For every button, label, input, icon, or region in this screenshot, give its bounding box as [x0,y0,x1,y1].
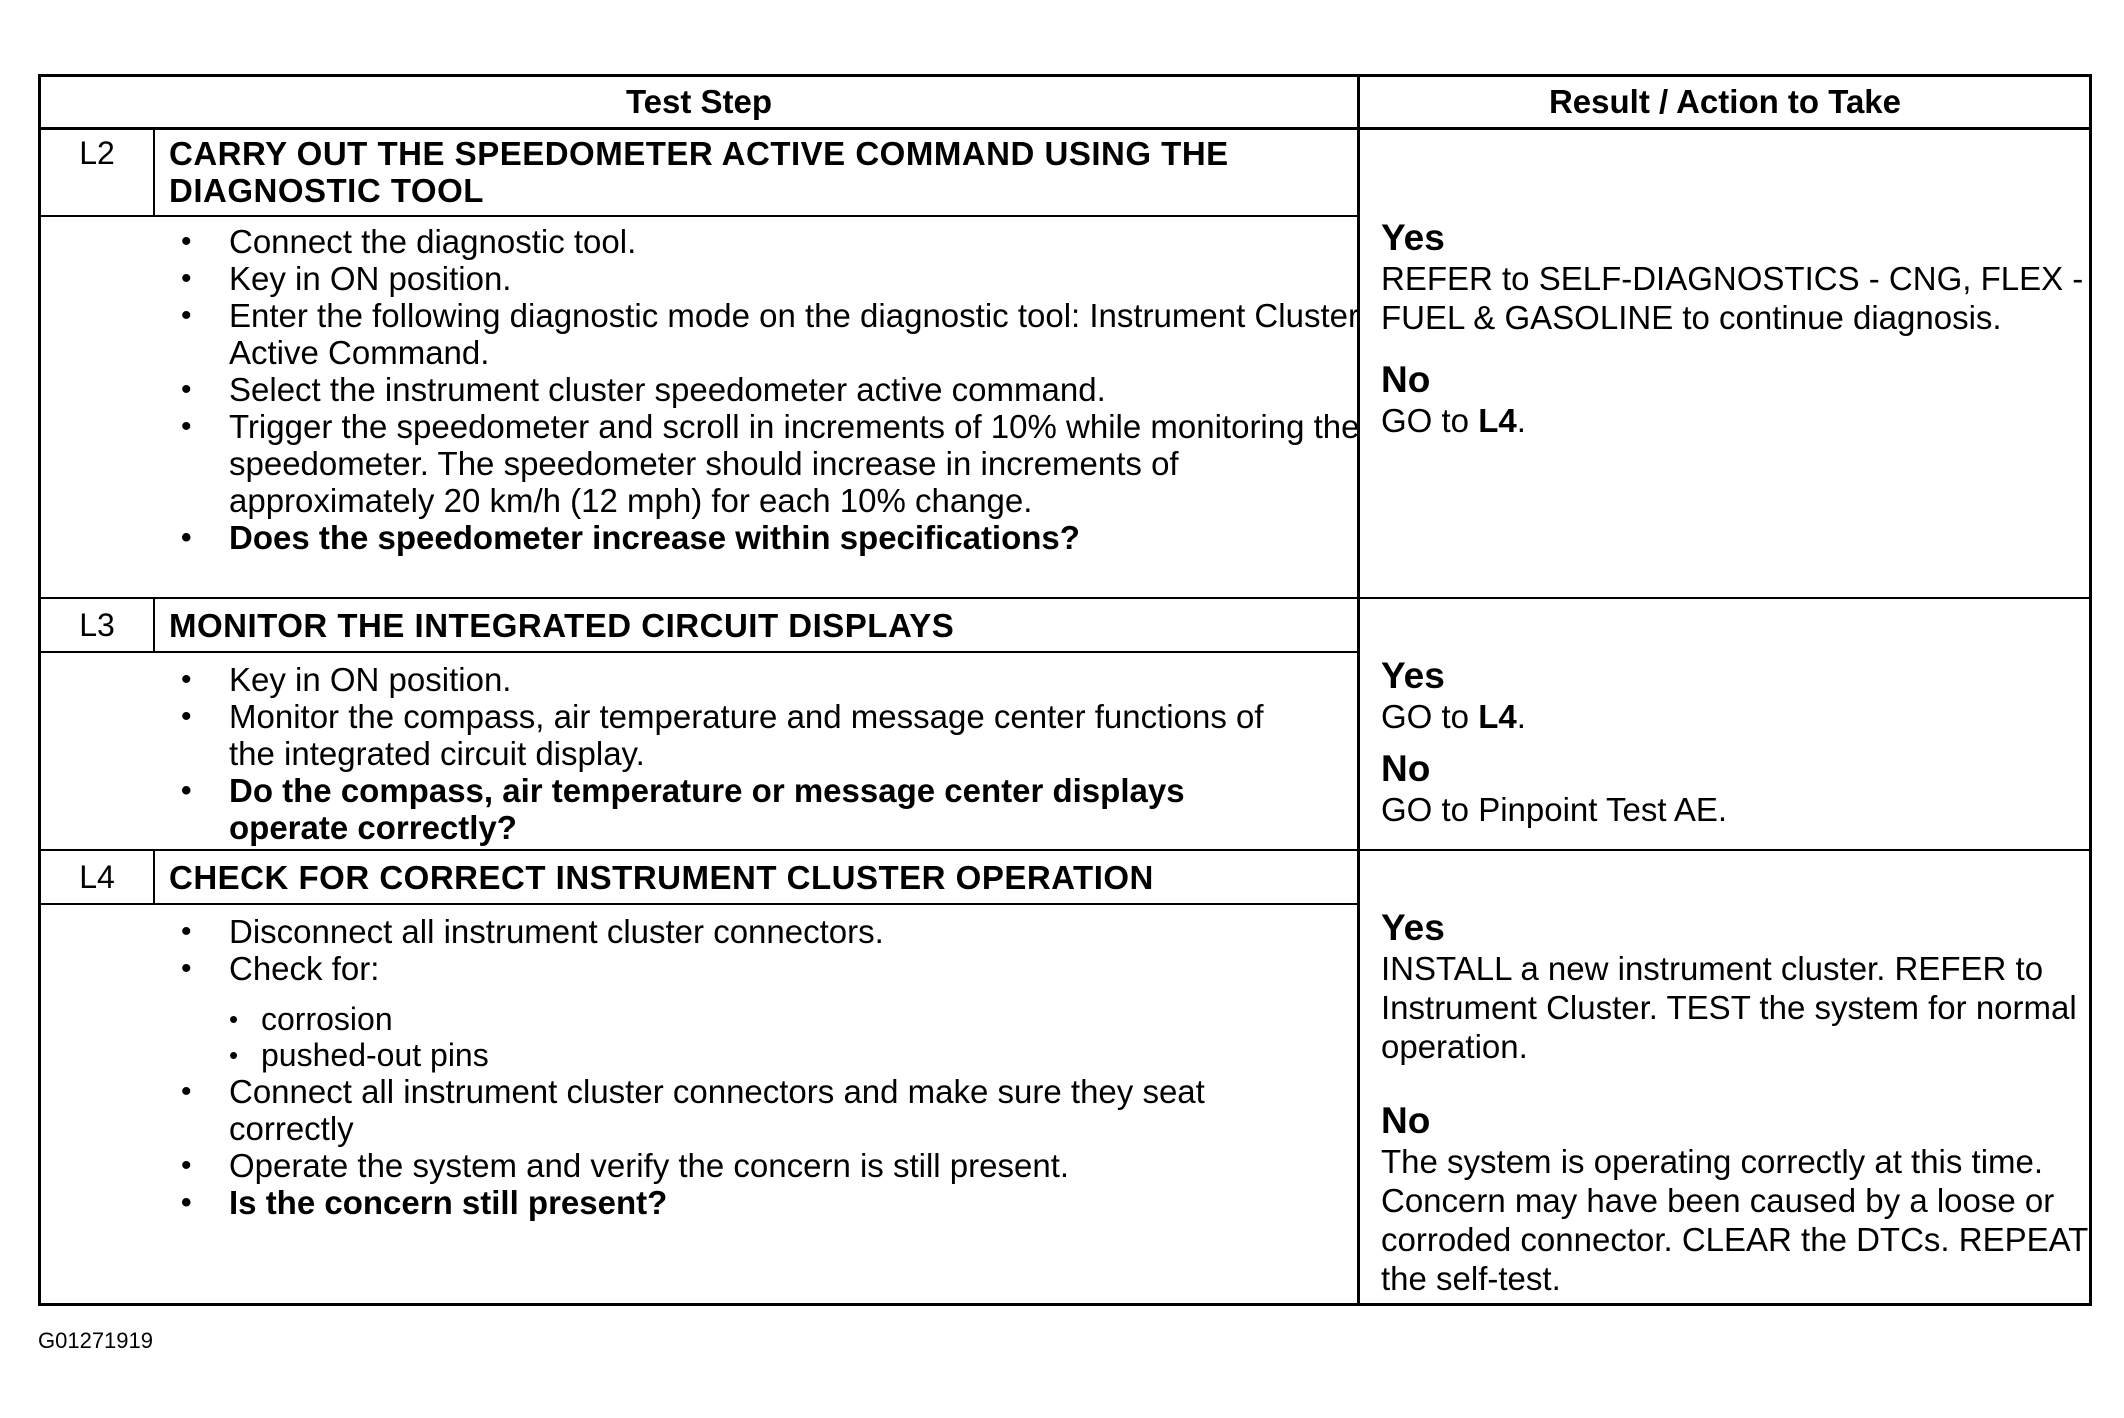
step-id-l2: L2 [79,135,115,171]
step-title-l2: CARRY OUT THE SPEEDOMETER ACTIVE COMMAND USING THE DIAGNOSTIC TOOL [169,135,1229,209]
no-label: No [1381,359,1431,400]
test-step-table [38,74,2092,1306]
bullet-item: • Connect all instrument cluster connectors and make sure they seat correctly [169,1073,1309,1147]
no-action: GO to Pinpoint Test AE. [1381,791,1728,828]
bullet-item: • Key in ON position. [169,661,1369,698]
step-id-l3: L3 [79,607,115,643]
step-bullets-l4 [169,913,1369,1221]
step-title-l3: MONITOR THE INTEGRATED CIRCUIT DISPLAYS [169,607,955,644]
bullet-item: • Key in ON position. [169,260,1369,297]
no-label: No [1381,748,1431,789]
bullet-question: • Do the compass, air temperature or message center displays operate correctly? [169,772,1309,846]
result-l2 [1381,217,2091,440]
bullet-question: • Is the concern still present? [169,1184,1369,1221]
bullet-item: • Connect the diagnostic tool. [169,223,1369,260]
l4-start-rule [41,849,2089,851]
l3-title-rule [41,651,1357,653]
step-bullets-l2 [169,223,1369,556]
step-reference: L4 [1478,402,1517,439]
header-rule [41,127,2089,130]
no-action: GO to L4. [1381,402,1526,439]
step-id-divider-l3 [153,599,155,651]
result-l3 [1381,655,2091,829]
step-id-divider-l4 [153,851,155,903]
sub-bullets [229,1001,1369,1073]
bullet-item: • Monitor the compass, air temperature and message center functions of the integrated circuit display. [169,698,1309,772]
bullet-item: • Operate the system and verify the concern is still present. [169,1147,1369,1184]
step-title-l4: CHECK FOR CORRECT INSTRUMENT CLUSTER OPERATION [169,859,1154,896]
bullet-item: • Check for: • corrosion • pushed-out pins [169,950,1369,1073]
no-action: The system is operating correctly at this time. Concern may have been caused by a loose or corroded connector. CLEAR the DTCs. REPEAT the self-test. [1381,1143,2088,1297]
yes-label: Yes [1381,655,1445,696]
step-reference: L4 [1478,698,1517,735]
figure-id: G01271919 [38,1328,153,1353]
l3-start-rule [41,597,2089,599]
yes-label: Yes [1381,217,1445,258]
header-result: Result / Action to Take [1548,83,1902,120]
yes-action: INSTALL a new instrument cluster. REFER to Instrument Cluster. TEST the system for normal operation. [1381,950,2077,1065]
result-l4 [1381,907,2091,1298]
header-test-step: Test Step [625,83,773,120]
bullet-item: • Disconnect all instrument cluster connectors. [169,913,1369,950]
bullet-item: • Select the instrument cluster speedometer active command. [169,371,1369,408]
l2-title-rule [41,215,1357,217]
yes-action: REFER to SELF-DIAGNOSTICS - CNG, FLEX - FUEL & GASOLINE to continue diagnosis. [1381,260,2084,336]
sub-bullet-item: • pushed-out pins [229,1037,1369,1073]
sub-bullet-item: • corrosion [229,1001,1369,1037]
yes-action: GO to L4. [1381,698,1526,735]
yes-label: Yes [1381,907,1445,948]
bullet-question: • Does the speedometer increase within specifications? [169,519,1369,556]
bullet-item: • Trigger the speedometer and scroll in increments of 10% while monitoring the speedometer. The speedometer should increase in increments of approximately 20 km/h (12 mph) for each 10% change. [169,408,1369,519]
table-frame [38,74,2092,1306]
step-bullets-l3 [169,661,1369,846]
step-id-l4: L4 [79,859,115,895]
no-label: No [1381,1100,1431,1141]
bullet-item: • Enter the following diagnostic mode on the diagnostic tool: Instrument Cluster Active Command. [169,297,1369,371]
step-id-divider-l2 [153,129,155,217]
l4-title-rule [41,903,1357,905]
